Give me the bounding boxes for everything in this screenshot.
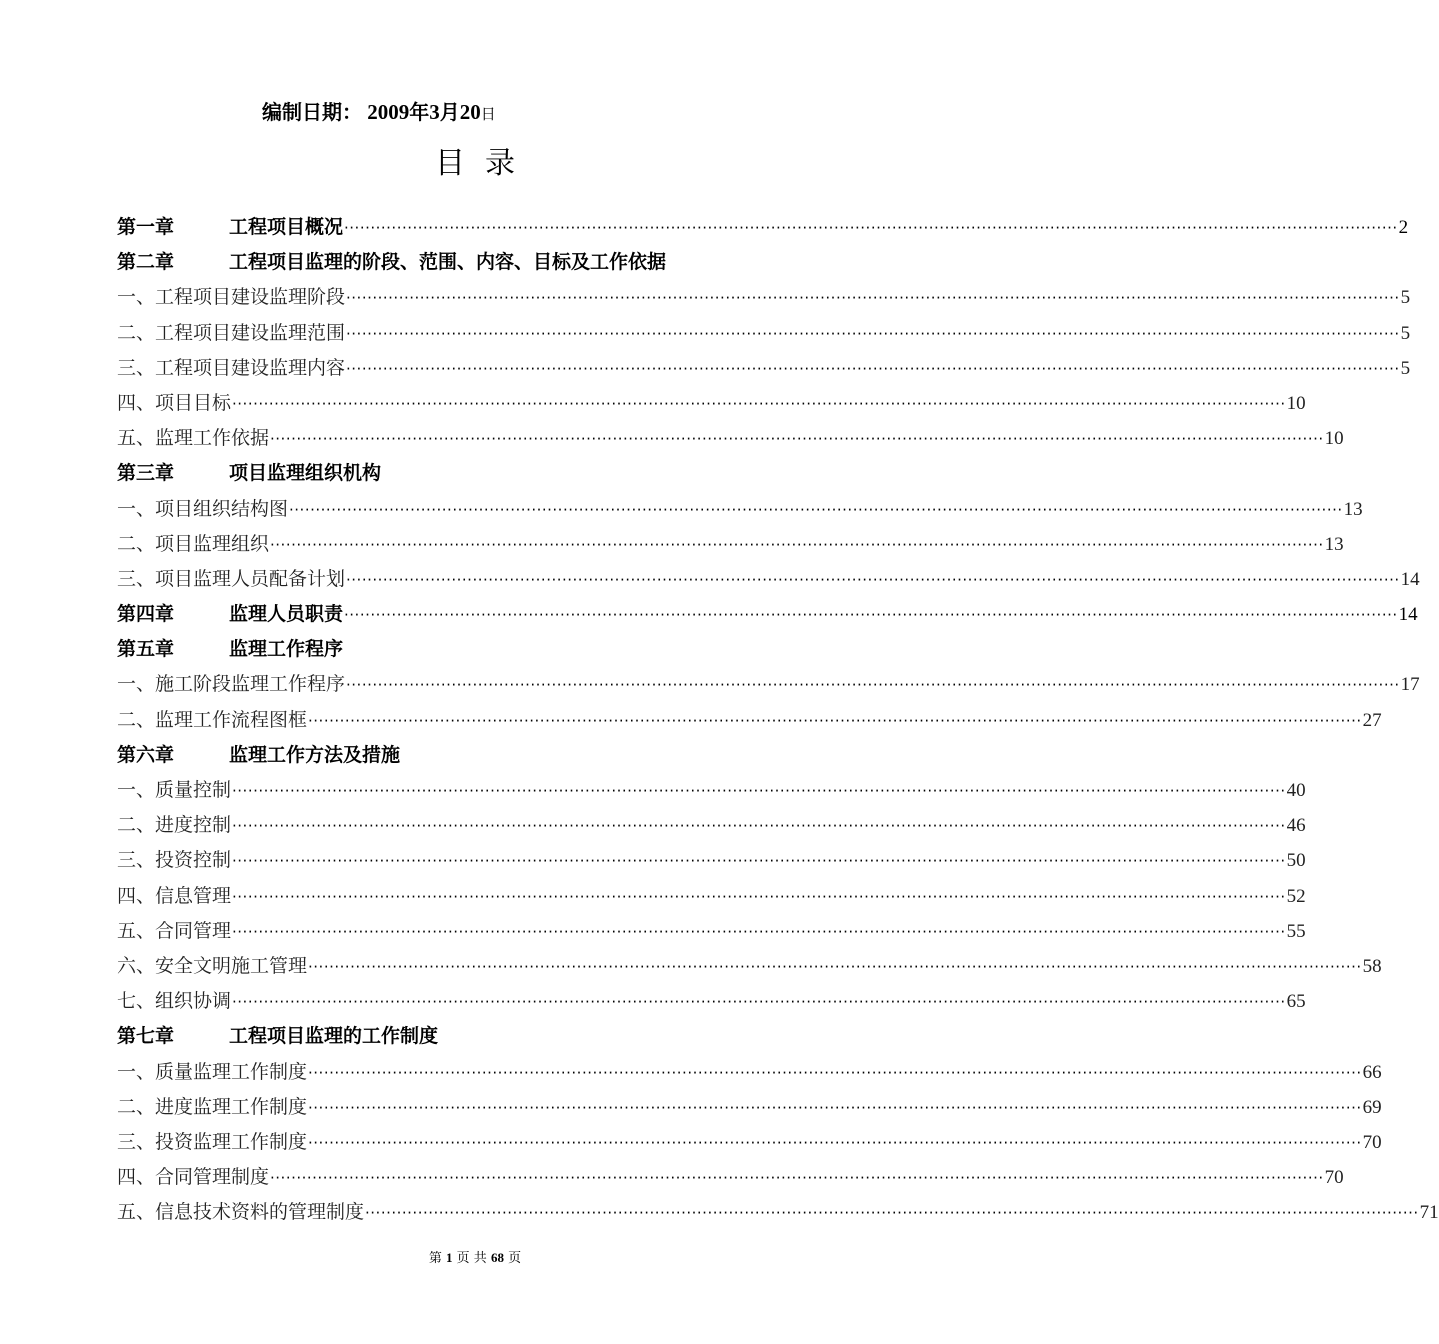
toc-chapter-number: 第四章 — [117, 603, 175, 626]
toc-page-number: 5 — [1400, 357, 1411, 379]
toc-chapter-row[interactable] — [117, 245, 857, 280]
toc-entry-title: 二、项目监理组织 — [117, 532, 270, 555]
toc-dot-leader: ········································································································································································································ — [344, 219, 1398, 237]
toc-page-number: 5 — [1400, 287, 1411, 309]
toc-page-number: 66 — [1362, 1061, 1382, 1083]
toc-entry-title: 三、项目监理人员配备计划 — [117, 567, 346, 590]
toc-section-row[interactable] — [117, 421, 1344, 456]
toc-entry-title: 一、质量监理工作制度 — [117, 1060, 308, 1083]
toc-section-row[interactable] — [117, 492, 1363, 527]
toc-section-row[interactable] — [117, 1125, 1382, 1160]
toc-dot-leader: ········································································································································································································ — [346, 676, 1400, 695]
toc-page-number: 46 — [1286, 815, 1306, 837]
toc-section-row[interactable] — [117, 667, 1420, 702]
toc-entry-title: 四、项目目标 — [117, 391, 232, 414]
toc-title: 目录 — [435, 146, 535, 181]
footer-suffix: 页 — [508, 1251, 522, 1266]
toc-entry-title: 二、进度监理工作制度 — [117, 1095, 308, 1118]
toc-dot-leader: ········································································································································································································ — [344, 606, 1398, 625]
toc-page-number: 10 — [1324, 428, 1344, 450]
toc-dot-leader: ········································································································································································································ — [232, 922, 1286, 941]
toc-page-number: 13 — [1324, 533, 1344, 555]
date-day-char: 日 — [480, 105, 496, 123]
footer-mid: 页 共 — [456, 1251, 487, 1266]
toc-chapter-row[interactable] — [117, 1019, 857, 1054]
toc-entry-title: 七、组织协调 — [117, 990, 232, 1013]
toc-section-row[interactable] — [117, 949, 1382, 984]
toc-entry-title: 五、监理工作依据 — [117, 427, 270, 450]
date-month: 3 — [429, 100, 440, 124]
toc-dot-leader: ········································································································································································································ — [232, 993, 1286, 1012]
toc-dot-leader: ········································································································································································································ — [365, 1204, 1419, 1223]
toc-entry-title: 五、信息技术资料的管理制度 — [117, 1201, 365, 1224]
toc-page-number: 2 — [1398, 217, 1409, 238]
toc-page-number: 13 — [1343, 498, 1363, 520]
toc-page-number: 55 — [1286, 920, 1306, 942]
table-of-contents — [117, 210, 1439, 1230]
toc-entry-title: 监理人员职责 — [229, 603, 344, 626]
toc-page-number: 14 — [1398, 604, 1418, 626]
toc-section-row[interactable] — [117, 316, 1411, 351]
toc-entry-title: 四、合同管理制度 — [117, 1166, 270, 1189]
toc-chapter-number: 第一章 — [117, 216, 175, 238]
toc-entry-title: 工程项目概况 — [229, 216, 344, 238]
toc-entry-title: 一、工程项目建设监理阶段 — [117, 286, 346, 309]
toc-entry-title: 监理工作方法及措施 — [229, 743, 401, 766]
toc-entry-title: 项目监理组织机构 — [229, 462, 382, 485]
toc-section-row[interactable] — [117, 1055, 1382, 1090]
toc-chapter-number: 第三章 — [117, 462, 175, 485]
toc-section-row[interactable] — [117, 1090, 1382, 1125]
toc-page-number: 10 — [1286, 392, 1306, 414]
toc-entry-title: 五、合同管理 — [117, 919, 232, 942]
footer-total-pages: 68 — [490, 1250, 504, 1265]
toc-page-number: 70 — [1362, 1131, 1382, 1153]
toc-dot-leader: ········································································································································································································ — [346, 289, 1400, 308]
toc-chapter-row[interactable] — [117, 210, 1409, 245]
toc-page-number: 70 — [1324, 1167, 1344, 1189]
toc-chapter-row[interactable] — [117, 632, 857, 667]
toc-dot-leader: ········································································································································································································ — [232, 394, 1286, 413]
toc-chapter-row[interactable] — [117, 738, 857, 773]
toc-chapter-number: 第五章 — [117, 638, 175, 661]
toc-page-number: 52 — [1286, 885, 1306, 907]
toc-page-number: 71 — [1419, 1202, 1439, 1224]
toc-chapter-number: 第六章 — [117, 743, 175, 766]
toc-section-row[interactable] — [117, 1160, 1344, 1195]
toc-section-row[interactable] — [117, 280, 1411, 315]
toc-dot-leader: ········································································································································································································ — [308, 1098, 1362, 1117]
toc-entry-title: 三、投资控制 — [117, 849, 232, 872]
toc-page-number: 58 — [1362, 955, 1382, 977]
toc-chapter-row[interactable] — [117, 597, 1418, 632]
toc-section-row[interactable] — [117, 914, 1306, 949]
toc-section-row[interactable] — [117, 808, 1306, 843]
toc-entry-title: 三、投资监理工作制度 — [117, 1130, 308, 1153]
toc-section-row[interactable] — [117, 984, 1306, 1019]
toc-dot-leader: ········································································································································································································ — [270, 535, 1324, 554]
toc-chapter-number: 第二章 — [117, 251, 175, 274]
toc-page-number: 69 — [1362, 1096, 1382, 1118]
date-year: 2009 — [367, 100, 410, 124]
toc-entry-title: 三、工程项目建设监理内容 — [117, 356, 346, 379]
toc-dot-leader: ········································································································································································································ — [270, 430, 1324, 449]
date-year-char: 年 — [409, 100, 430, 124]
toc-section-row[interactable] — [117, 773, 1306, 808]
toc-dot-leader: ········································································································································································································ — [308, 711, 1362, 730]
toc-page-number: 14 — [1400, 568, 1420, 590]
toc-dot-leader: ········································································································································································································ — [232, 817, 1286, 836]
toc-entry-title: 六、安全文明施工管理 — [117, 954, 308, 977]
page-footer — [0, 1247, 950, 1266]
toc-dot-leader: ········································································································································································································ — [346, 359, 1400, 378]
toc-entry-title: 二、工程项目建设监理范围 — [117, 321, 346, 344]
toc-dot-leader: ········································································································································································································ — [232, 782, 1286, 800]
toc-section-row[interactable] — [117, 562, 1420, 597]
footer-prefix: 第 — [428, 1251, 442, 1266]
toc-page-number: 50 — [1286, 850, 1306, 872]
date-label: 编制日期： — [262, 100, 362, 124]
toc-entry-title: 监理工作程序 — [229, 638, 344, 661]
toc-entry-title: 工程项目监理的工作制度 — [229, 1025, 439, 1048]
toc-dot-leader: ········································································································································································································ — [232, 887, 1286, 906]
footer-current-page: 1 — [446, 1250, 453, 1265]
toc-dot-leader: ········································································································································································································ — [308, 1063, 1362, 1082]
toc-section-row[interactable] — [117, 879, 1306, 914]
date-day: 20 — [459, 100, 481, 124]
toc-dot-leader: ········································································································································································································ — [346, 324, 1400, 343]
toc-dot-leader: ········································································································································································································ — [308, 1133, 1362, 1152]
toc-section-row[interactable] — [117, 843, 1306, 878]
toc-dot-leader: ········································································································································································································ — [308, 957, 1362, 976]
toc-dot-leader: ········································································································································································································ — [346, 570, 1400, 589]
toc-entry-title: 四、信息管理 — [117, 884, 232, 907]
toc-section-row[interactable] — [117, 527, 1344, 562]
toc-page-number: 65 — [1286, 991, 1306, 1013]
toc-section-row[interactable] — [117, 1195, 1439, 1230]
toc-entry-title: 一、质量控制 — [117, 779, 232, 801]
toc-page-number: 5 — [1400, 322, 1411, 344]
toc-section-row[interactable] — [117, 703, 1382, 738]
toc-entry-title: 一、施工阶段监理工作程序 — [117, 673, 346, 696]
toc-dot-leader: ········································································································································································································ — [270, 1169, 1324, 1188]
toc-page-number: 40 — [1286, 780, 1306, 801]
toc-dot-leader: ········································································································································································································ — [289, 500, 1343, 519]
toc-page-number: 27 — [1362, 709, 1382, 731]
toc-entry-title: 一、项目组织结构图 — [117, 497, 289, 520]
toc-chapter-number: 第七章 — [117, 1025, 175, 1048]
toc-entry-title: 二、进度控制 — [117, 814, 232, 837]
toc-entry-title: 二、监理工作流程图框 — [117, 708, 308, 731]
toc-section-row[interactable] — [117, 386, 1306, 421]
toc-entry-title: 工程项目监理的阶段、范围、内容、目标及工作依据 — [229, 251, 667, 274]
compile-date — [262, 96, 496, 125]
toc-section-row[interactable] — [117, 351, 1411, 386]
toc-page-number: 17 — [1400, 674, 1420, 696]
toc-dot-leader: ········································································································································································································ — [232, 852, 1286, 871]
toc-chapter-row[interactable] — [117, 456, 857, 491]
date-month-char: 月 — [439, 100, 460, 124]
